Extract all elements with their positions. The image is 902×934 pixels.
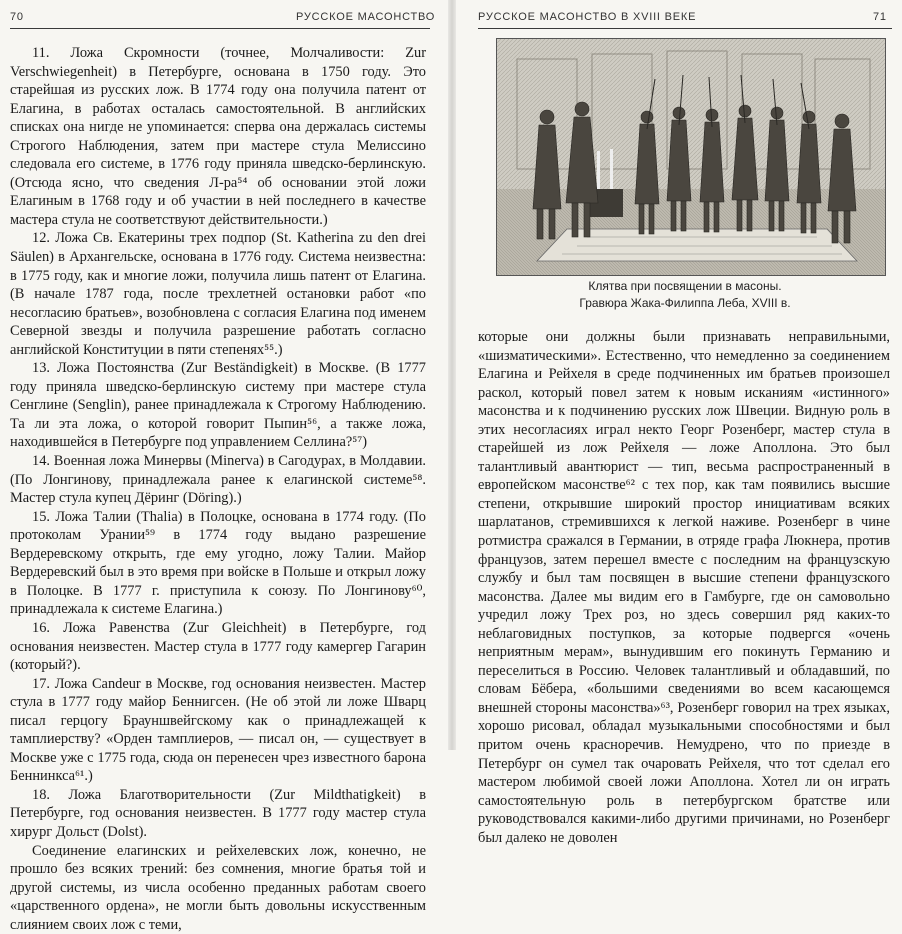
paragraph: 16. Ложа Равенства (Zur Gleichheit) в Петербурге, год основания неизвестен. Мастер стула в 1777 году камергер Гагарин (который?). xyxy=(10,619,426,674)
caption-line: Клятва при посвящении в масоны. xyxy=(588,279,782,293)
left-page xyxy=(0,0,448,933)
book-gutter xyxy=(448,0,456,750)
right-page xyxy=(456,0,902,846)
body-text xyxy=(10,44,426,934)
paragraph: которые они должны были признавать неправильными, «шизматическими». Естественно, что немедленно за соединением Елагина и Рейхеля в среде подчиненных им братьев произошел раскол, который повел затем к новым исканиям «истинного» масонства и к подчинению русских лож Швеции. Видную роль в этих несогласиях играл некто Георг Розенберг, мастер стула в старейшей из лож Рейхеля — ложе Аполлона. Это был талантливый авантюрист — тип, весьма распространенный в европейском масонстве⁶² с тех пор, как там появились высшие степени, открывшие широкий простор инициативам всяких шарлатанов, стремившихся к легкой наживе. Розенберг в чине ротмистра сражался в Германии, в отряде графа Люкнера, против французов, затем перешел вместе с последним на французскую службу и был там посвящен в высшие степени французского масонства. Далее мы видим его в Гамбурге, где он самовольно учредил ложу Трех роз, но здесь совершил ряд каких-то неблаговидных поступков, за которые подвергся «очень неприятным мерам», вынудившим его покинуть Германию и переселиться в Россию. Человек талантливый и обладавший, по словам Бёбера, «большими сведениями во всем касающемся внешней стороны масонства»⁶³, Розенберг говорил на трех языках, хорошо рисовал, обладал музыкальными способностями и был притом очень красноречив. Немудрено, что по приезде в Петербург он сумел так очаровать Рейхеля, что тот сделал его мастером любимой своей ложи Аполлона. Хотел ли он играть самостоятельную роль в петербургском братстве или руководствовался какими-либо другими причинами, но Розенберг был далеко не доволен xyxy=(478,329,890,846)
caption-line: Гравюра Жака-Филиппа Леба, XVIII в. xyxy=(579,296,791,310)
engraving-image xyxy=(497,39,885,275)
paragraph: 14. Военная ложа Минервы (Minerva) в Сагодурах, в Молдавии. (По Лонгинову, принадлежала ранее к елагинской системе⁵⁸. Мастер стула купец Дёринг (Döring).) xyxy=(10,453,426,507)
header-rule xyxy=(478,28,892,29)
page-number: 71 xyxy=(873,11,887,23)
paragraph: 15. Ложа Талии (Thalia) в Полоцке, основана в 1774 году. (По протоколам Урании⁵⁹ в 1774 году выдано разрешение Вердеревскому открыть, где ему угодно, ложу Талии. Майор Вердеревский был в это время при войске в Польше и открыл ложу в Полоцке. В 1777 г. приступила к союзу. По Лонгинову⁶⁰, принадлежала к системе Елагина.) xyxy=(10,508,426,618)
running-title: РУССКОЕ МАСОНСТВО xyxy=(296,11,436,23)
header-rule xyxy=(10,28,430,29)
paragraph: 18. Ложа Благотворительности (Zur Mildthatigkeit) в Петербурге, год основания неизвестен. В 1777 году мастер стула хирург Дольст (Dolst). xyxy=(10,786,426,840)
paragraph: 17. Ложа Candeur в Москве, год основания неизвестен. Мастер стула в 1777 году майор Беннигсен. (Не об этой ли ложе Шварц писал герцогу Брауншвейгскому как о принадлежащей к тамплиерству? «Орден тамплиеров, — писал он, — существует в Москве уже с 1775 года, сюда он перенесен чрез известного барона Беннинкса⁶¹.) xyxy=(10,675,426,785)
page-number: 70 xyxy=(10,11,24,23)
paragraph: 12. Ложа Св. Екатерины трех подпор (St. Katherina zu den drei Säulen) в Архангельске, основана в 1776 году. Система неизвестна: в 1775 году, как и многие ложи, получила лишь патент от Елагина. (В начале 1787 года, после трехлетней остановки работ «по несогласию братьев», возобновлена с согласия Елагина под именем Северной звезды и получила разрешение работать согласно английской Конституции в пяти степенях⁵⁵.) xyxy=(10,230,426,358)
engraving-illustration xyxy=(496,38,886,276)
paragraph: 13. Ложа Постоянства (Zur Beständigkeit) в Москве. (В 1777 году приняла шведско-берлинскую систему при мастере стула Сенглине (Senglin), ранее принадлежала к Строгому Наблюдению. Та ли эта ложа, о которой говорит Пыпин⁵⁶, а также ложа, находившейся в Петербурге под управлением Селлина?⁵⁷) xyxy=(10,360,426,451)
paragraph: Соединение елагинских и рейхелевских лож, конечно, не прошло без всяких трений: без сомнения, многие братья той и другой системы, из числа особенно преданных работам своего «царственного ордена», не могли быть довольны искусственным слиянием своих лож с теми, xyxy=(10,842,426,933)
running-title: РУССКОЕ МАСОНСТВО В XVIII ВЕКЕ xyxy=(478,11,697,23)
running-head xyxy=(0,11,448,27)
figure-caption xyxy=(478,278,892,312)
paragraph: 11. Ложа Скромности (точнее, Молчаливости: Zur Verschwiegenheit) в Петербурге, основана в 1750 году. Это старейшая из русских лож. В 1774 году она получила патент от Елагина, в работах осталась самостоятельной. В английских списках она нигде не упоминается: сперва она держалась системы Строгого Наблюдения, затем при мастере стула Мелиссино следовала его системе, в 1776 году приняла шведско-берлинскую. (Отсюда ясно, что сведения Л-ра⁵⁴ об основании этой ложи Елагиным в 1768 году и об участии в ней последнего в качестве мастера стула не соответствуют действительности.) xyxy=(10,45,426,228)
running-head xyxy=(456,11,902,27)
body-text xyxy=(478,328,890,847)
